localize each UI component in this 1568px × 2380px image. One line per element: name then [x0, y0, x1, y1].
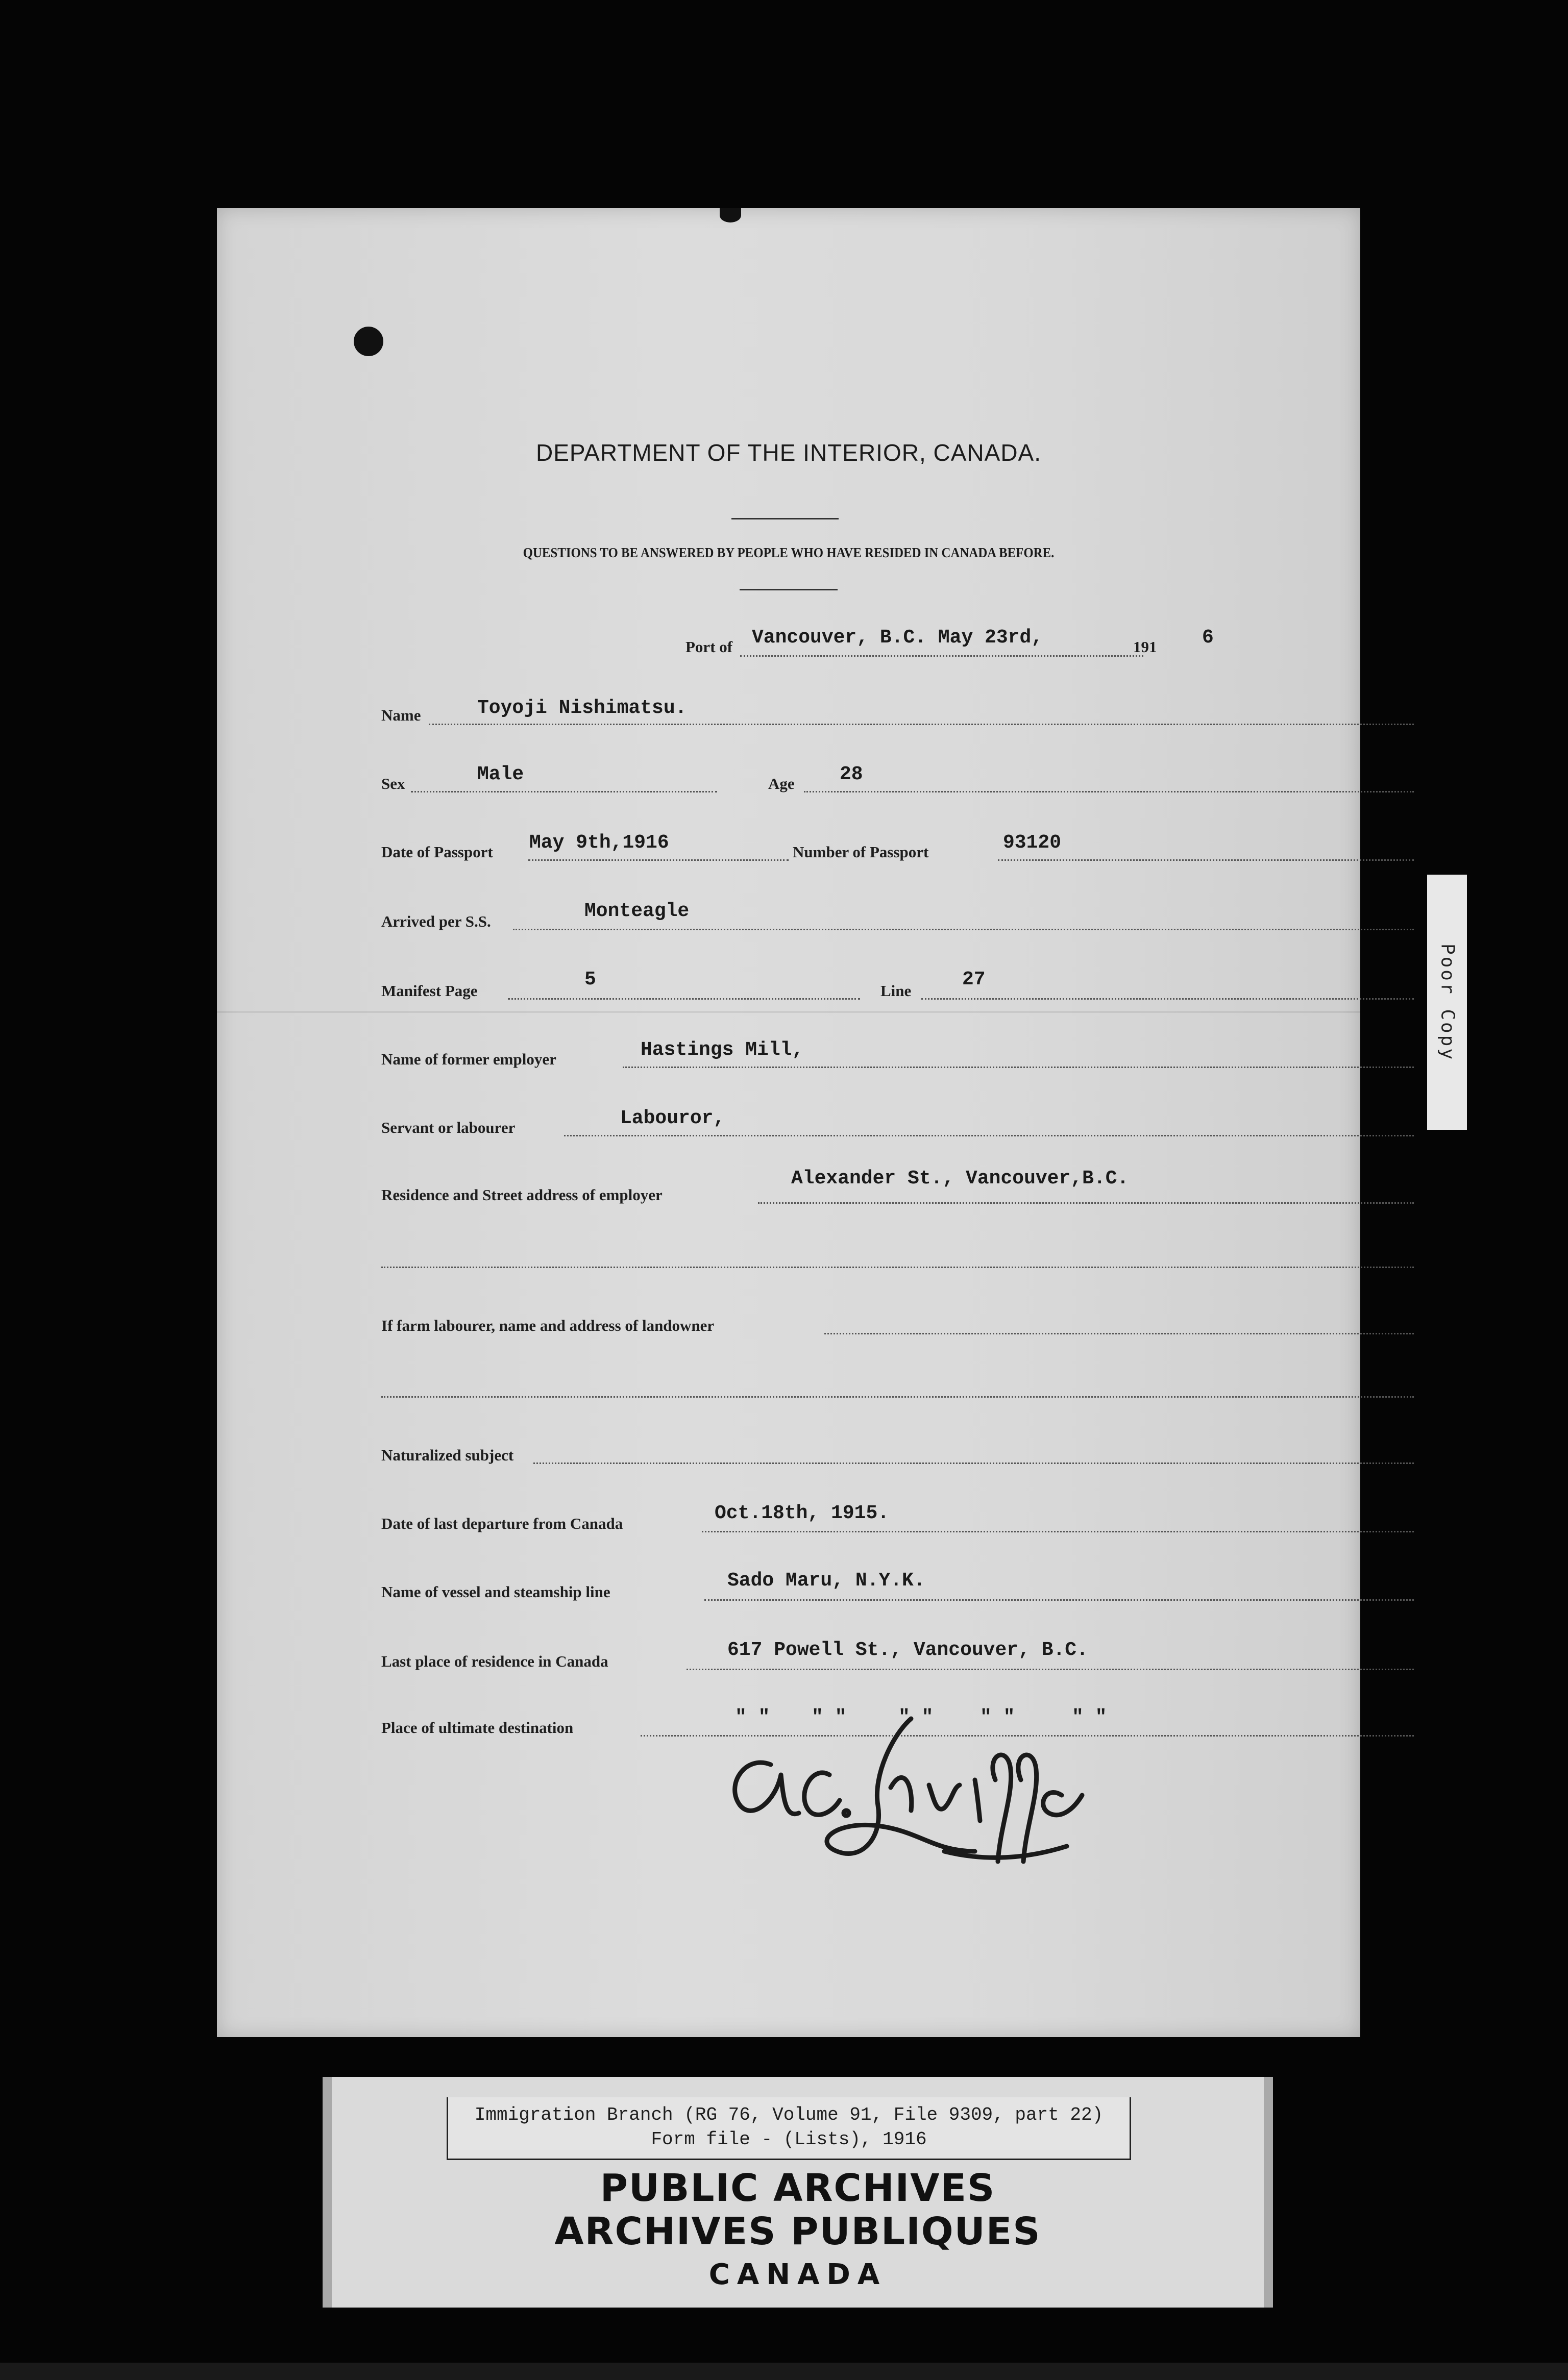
- passport-date-dots: [528, 859, 789, 861]
- passport-number-value: 93120: [1003, 832, 1062, 854]
- departure-label: Date of last departure from Canada: [381, 1515, 623, 1532]
- last-residence-dots: [687, 1669, 1414, 1670]
- year-prefix: 191: [1133, 638, 1157, 656]
- last-residence-label: Last place of residence in Canada: [381, 1652, 608, 1670]
- name-value: Toyoji Nishimatsu.: [477, 697, 687, 719]
- age-dots: [804, 791, 1414, 792]
- employer-address-dots-2: [381, 1267, 1414, 1268]
- sex-label: Sex: [381, 775, 405, 792]
- year-suffix: 6: [1202, 627, 1214, 649]
- port-label: Port of: [685, 638, 733, 656]
- name-label: Name: [381, 706, 421, 724]
- passport-date-value: May 9th,1916: [529, 832, 669, 854]
- archive-canada: CANADA: [708, 2258, 887, 2291]
- form-title: DEPARTMENT OF THE INTERIOR, CANADA.: [535, 439, 1042, 466]
- port-dots: [740, 655, 1143, 657]
- archive-reference-box: [447, 2097, 1131, 2160]
- farm-label: If farm labourer, name and address of landowner: [381, 1317, 715, 1334]
- farm-dots: [824, 1333, 1414, 1334]
- departure-value: Oct.18th, 1915.: [715, 1502, 890, 1524]
- form-subtitle: QUESTIONS TO BE ANSWERED BY PEOPLE WHO HAVE RESIDED IN CANADA BEFORE.: [523, 545, 1055, 560]
- name-dots: [429, 724, 1414, 725]
- employer-address-value: Alexander St., Vancouver,B.C.: [791, 1168, 1129, 1189]
- sex-value: Male: [477, 763, 524, 785]
- passport-number-dots: [998, 859, 1414, 861]
- archive-reference-line-2: Form file - (Lists), 1916: [651, 2129, 927, 2150]
- vessel-label: Name of vessel and steamship line: [381, 1583, 610, 1601]
- ditto-mark-1: " ": [735, 1706, 770, 1728]
- vessel-dots: [704, 1599, 1414, 1601]
- title-rule: [731, 518, 839, 519]
- servant-label: Servant or labourer: [381, 1119, 516, 1136]
- ditto-mark-2: " ": [812, 1706, 847, 1728]
- subtitle-rule: [740, 589, 838, 590]
- manifest-value: 5: [584, 969, 596, 990]
- arrived-dots: [513, 929, 1414, 930]
- age-label: Age: [768, 775, 795, 792]
- ditto-mark-4: " ": [980, 1706, 1015, 1728]
- naturalized-label: Naturalized subject: [381, 1446, 514, 1464]
- line-label: Line: [880, 982, 912, 1000]
- arrived-value: Monteagle: [584, 900, 690, 922]
- departure-dots: [702, 1531, 1414, 1532]
- farm-dots-2: [381, 1396, 1414, 1398]
- manifest-label: Manifest Page: [381, 982, 478, 1000]
- poor-copy-text: Poor Copy: [1437, 943, 1458, 1062]
- film-edge-strip: [0, 2363, 1568, 2380]
- punch-hole: [354, 327, 383, 356]
- archive-reference-line-1: Immigration Branch (RG 76, Volume 91, File 9309, part 22): [474, 2104, 1104, 2125]
- employer-address-dots: [758, 1202, 1414, 1204]
- servant-dots: [564, 1135, 1414, 1136]
- employer-value: Hastings Mill,: [641, 1039, 804, 1061]
- top-clip-mark: [720, 208, 741, 222]
- destination-label: Place of ultimate destination: [381, 1719, 574, 1737]
- servant-value: Labouror,: [620, 1107, 725, 1129]
- sex-dots: [411, 791, 717, 792]
- last-residence-value: 617 Powell St., Vancouver, B.C.: [727, 1639, 1088, 1661]
- ditto-mark-5: " ": [1072, 1706, 1107, 1728]
- ditto-mark-3: " ": [898, 1706, 934, 1728]
- archive-archives-publiques: ARCHIVES PUBLIQUES: [554, 2210, 1041, 2253]
- form-sheet: [217, 208, 1360, 2037]
- passport-date-label: Date of Passport: [381, 843, 493, 861]
- employer-address-label: Residence and Street address of employer: [381, 1186, 663, 1204]
- line-value: 27: [962, 969, 986, 990]
- archive-card: [323, 2077, 1273, 2308]
- arrived-label: Arrived per S.S.: [381, 912, 491, 930]
- signature: [709, 1698, 1097, 1882]
- vessel-value: Sado Maru, N.Y.K.: [727, 1570, 925, 1592]
- passport-number-label: Number of Passport: [793, 843, 929, 861]
- archive-public-archives: PUBLIC ARCHIVES: [600, 2166, 996, 2210]
- poor-copy-tag: [1427, 875, 1467, 1130]
- employer-label: Name of former employer: [381, 1050, 556, 1068]
- paper-fold: [217, 1011, 1360, 1013]
- age-value: 28: [840, 763, 863, 785]
- port-value: Vancouver, B.C. May 23rd,: [752, 627, 1043, 649]
- line-dots: [921, 998, 1414, 1000]
- naturalized-dots: [533, 1462, 1414, 1464]
- employer-dots: [623, 1067, 1414, 1068]
- manifest-dots: [508, 998, 860, 1000]
